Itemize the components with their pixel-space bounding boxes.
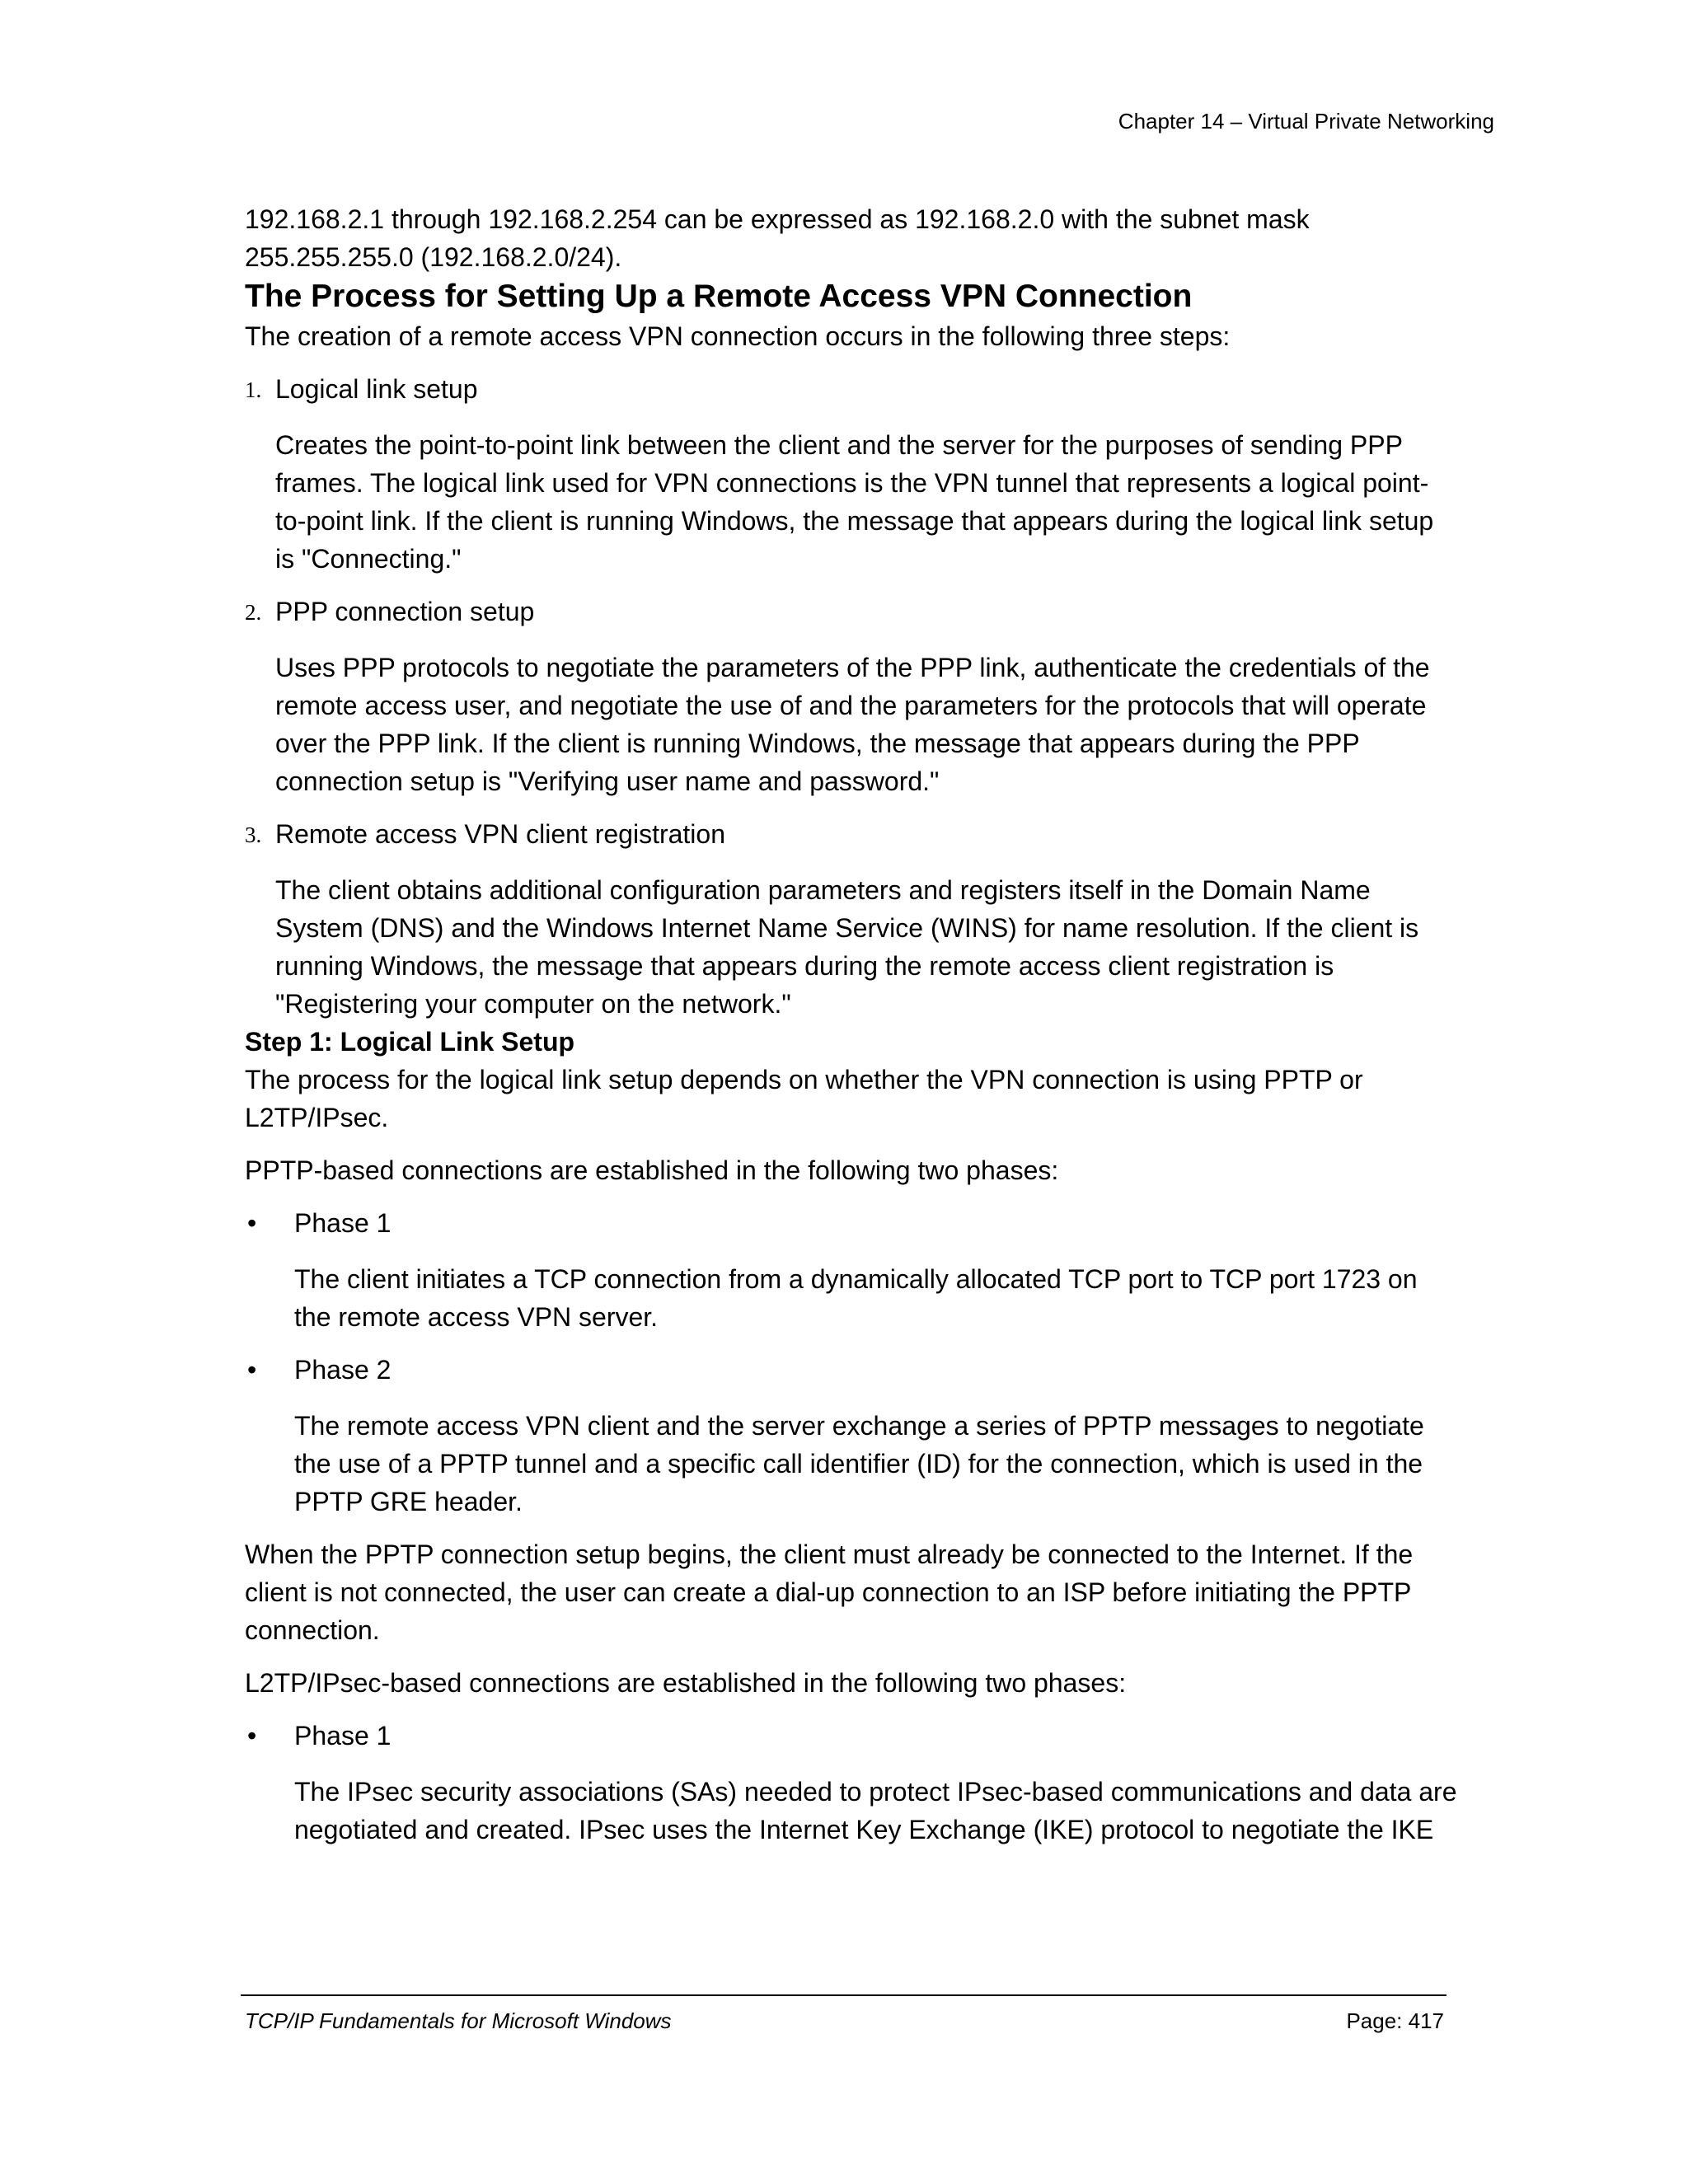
bullet-item (245, 1351, 1498, 1389)
list-item-body (245, 649, 1498, 800)
text-line: The remote access VPN client and the server exchange a series of PPTP messages to negotiate (294, 1411, 1424, 1441)
bullet-body (245, 1407, 1498, 1521)
list-item-body (245, 426, 1498, 578)
list-item-body (245, 871, 1498, 1023)
intro-paragraph (245, 200, 1498, 276)
page-body (245, 200, 1498, 1849)
text-line: The client obtains additional configuration parameters and registers itself in the Domain Name (275, 875, 1371, 905)
list-number: 2. (245, 600, 262, 625)
l2tp-lead: L2TP/IPsec-based connections are established in the following two phases: (245, 1668, 1127, 1698)
footer-divider (241, 1994, 1447, 1996)
text-line: negotiated and created. IPsec uses the Internet Key Exchange (IKE) protocol to negotiate the IKE (294, 1815, 1434, 1844)
bullet-icon: • (247, 1208, 257, 1238)
text-line: frames. The logical link used for VPN connections is the VPN tunnel that represents a logical point- (275, 468, 1429, 498)
bullet-title: Phase 1 (294, 1208, 392, 1238)
bullet-icon: • (247, 1355, 257, 1385)
paragraph (245, 1061, 1498, 1137)
text-line: 255.255.255.0 (192.168.2.0/24). (245, 242, 622, 272)
section-lead: The creation of a remote access VPN connection occurs in the following three steps: (245, 321, 1231, 351)
list-item (245, 593, 1498, 630)
list-item (245, 815, 1498, 853)
bullet-item (245, 1717, 1498, 1755)
subsection-heading: Step 1: Logical Link Setup (245, 1027, 575, 1057)
text-line: The process for the logical link setup depends on whether the VPN connection is using PPTP or (245, 1065, 1363, 1094)
pptp-lead: PPTP-based connections are established in the following two phases: (245, 1155, 1059, 1185)
bullet-icon: • (247, 1721, 257, 1750)
text-line: remote access user, and negotiate the use of and the parameters for the protocols that will operate (275, 691, 1427, 720)
text-line: PPTP GRE header. (294, 1487, 523, 1516)
text-line: 192.168.2.1 through 192.168.2.254 can be expressed as 192.168.2.0 with the subnet mask (245, 204, 1310, 234)
bullet-item (245, 1204, 1498, 1242)
footer-book-title: TCP/IP Fundamentals for Microsoft Windows (245, 2008, 672, 2033)
text-line: connection. (245, 1615, 380, 1645)
list-item-title: PPP connection setup (275, 597, 535, 626)
text-line: Creates the point-to-point link between the client and the server for the purposes of sending PPP (275, 430, 1403, 460)
bullet-title: Phase 2 (294, 1355, 392, 1385)
text-line: Uses PPP protocols to negotiate the parameters of the PPP link, authenticate the credentials of the (275, 653, 1430, 682)
text-line: L2TP/IPsec. (245, 1103, 389, 1132)
list-item-title: Logical link setup (275, 374, 478, 404)
text-line: connection setup is "Verifying user name and password." (275, 766, 940, 796)
section-heading: The Process for Setting Up a Remote Access VPN Connection (245, 279, 1193, 314)
text-line: System (DNS) and the Windows Internet Name Service (WINS) for name resolution. If the client is (275, 913, 1419, 943)
bullet-body (245, 1773, 1498, 1849)
list-item (245, 370, 1498, 408)
text-line: the remote access VPN server. (294, 1302, 659, 1332)
list-number: 1. (245, 377, 262, 402)
text-line: The IPsec security associations (SAs) needed to protect IPsec-based communications and data are (294, 1777, 1457, 1807)
footer-page-number: Page: 417 (1346, 2008, 1444, 2033)
text-line: over the PPP link. If the client is running Windows, the message that appears during the PPP (275, 729, 1360, 758)
bullet-body (245, 1260, 1498, 1336)
bullet-title: Phase 1 (294, 1721, 392, 1750)
text-line: client is not connected, the user can create a dial-up connection to an ISP before initiating the PPTP (245, 1577, 1412, 1607)
text-line: running Windows, the message that appears during the remote access client registration is (275, 951, 1334, 981)
running-header: Chapter 14 – Virtual Private Networking (1118, 109, 1494, 134)
text-line: When the PPTP connection setup begins, the client must already be connected to the Internet. If the (245, 1540, 1414, 1569)
text-line: the use of a PPTP tunnel and a specific call identifier (ID) for the connection, which is used in the (294, 1449, 1423, 1479)
text-line: "Registering your computer on the network." (275, 989, 791, 1019)
text-line: to-point link. If the client is running Windows, the message that appears during the logical link setup (275, 506, 1434, 536)
text-line: The client initiates a TCP connection from a dynamically allocated TCP port to TCP port 1723 on (294, 1264, 1418, 1294)
list-item-title: Remote access VPN client registration (275, 819, 725, 849)
paragraph (245, 1535, 1498, 1649)
list-number: 3. (245, 823, 262, 847)
text-line: is "Connecting." (275, 544, 462, 574)
